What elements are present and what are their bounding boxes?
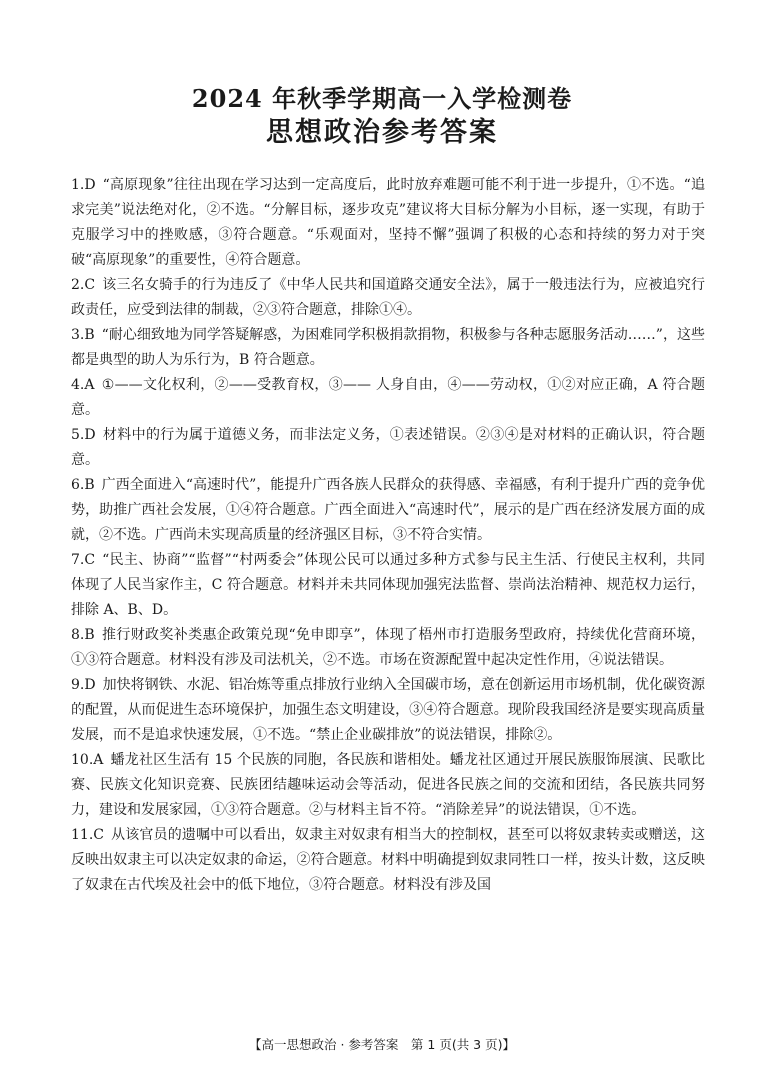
answer-explanation: “高原现象”往往出现在学习达到一定高度后，此时放弃难题可能不利于进一步提升，①不选。“追求完美”说法绝对化，②不选。“分解目标，逐步攻克”建议将大目标分解为小目标，逐一实现，有助于克服学习中的挫败感，③符合题意。“乐观面对，坚持不懈”强调了积极的心态和持续的努力对于突破“高原现象”的重要性，④符合题意。 bbox=[71, 177, 705, 268]
answer-item bbox=[71, 423, 705, 473]
answer-explanation: “民主、协商”“监督”“村两委会”体现公民可以通过多种方式参与民主生活、行使民主权利，共同体现了人民当家作主，C 符合题意。材料并未共同体现加强宪法监督、崇尚法治精神、规范权力运行，排除 A、B、D。 bbox=[71, 552, 705, 618]
answer-number: 5.D bbox=[71, 427, 96, 443]
answer-explanation: “耐心细致地为同学答疑解惑，为困难同学积极捐款捐物，积极参与各种志愿服务活动……”，这些都是典型的助人为乐行为，B 符合题意。 bbox=[71, 327, 705, 368]
answer-explanation: 材料中的行为属于道德义务，而非法定义务，①表述错误。②③④是对材料的正确认识，符合题意。 bbox=[71, 427, 705, 468]
page-footer: 【高一思想政治 · 参考答案 第 1 页(共 3 页)】 bbox=[249, 1037, 515, 1052]
answer-number: 7.C bbox=[71, 552, 96, 568]
answer-number: 8.B bbox=[71, 627, 95, 643]
answer-number: 1.D bbox=[71, 177, 96, 193]
answer-number: 9.D bbox=[71, 677, 96, 693]
page-title: 2024 年秋季学期高一入学检测卷 bbox=[191, 84, 573, 113]
answer-item bbox=[71, 673, 705, 748]
answer-explanation: 广西全面进入“高速时代”，能提升广西各族人民群众的获得感、幸福感，有利于提升广西的竞争优势，助推广西社会发展，①④符合题意。广西全面进入“高速时代”，展示的是广西在经济发展方面的成就，②不选。广西尚未实现高质量的经济强区目标，③不符合实情。 bbox=[71, 477, 705, 543]
answer-number: 2.C bbox=[71, 277, 96, 293]
page-subtitle: 思想政治参考答案 bbox=[266, 117, 498, 148]
answer-explanation: 蟠龙社区生活有 15 个民族的同胞，各民族和谐相处。蟠龙社区通过开展民族服饰展演、民歌比赛、民族文化知识竞赛、民族团结趣味运动会等活动，促进各民族之间的交流和团结，各民族共同努力，建设和发展家园，①③符合题意。②与材料主旨不符。“消除差异”的说法错误，①不选。 bbox=[71, 752, 705, 818]
answer-item bbox=[71, 823, 705, 898]
answer-explanation: ①——文化权利，②——受教育权，③—— 人身自由，④——劳动权，①②对应正确，A 符合题意。 bbox=[71, 377, 705, 418]
answer-item bbox=[71, 748, 705, 823]
answer-number: 10.A bbox=[71, 752, 104, 768]
answer-list bbox=[71, 173, 705, 898]
answer-explanation: 推行财政奖补类惠企政策兑现“免申即享”，体现了梧州市打造服务型政府，持续优化营商环境，①③符合题意。材料没有涉及司法机关，②不选。市场在资源配置中起决定性作用，④说法错误。 bbox=[71, 627, 705, 668]
answer-item bbox=[71, 623, 705, 673]
answer-item bbox=[71, 273, 705, 323]
answer-item bbox=[71, 473, 705, 548]
answer-explanation: 从该官员的遗嘱中可以看出，奴隶主对奴隶有相当大的控制权，甚至可以将奴隶转卖或赠送，这反映出奴隶主可以决定奴隶的命运，②符合题意。材料中明确提到奴隶同牲口一样，按头计数，这反映了奴隶在古代埃及社会中的低下地位，③符合题意。材料没有涉及国 bbox=[71, 827, 705, 893]
answer-number: 3.B bbox=[71, 327, 95, 343]
answer-item bbox=[71, 373, 705, 423]
answer-item bbox=[71, 173, 705, 273]
answer-explanation: 该三名女骑手的行为违反了《中华人民共和国道路交通安全法》，属于一般违法行为，应被追究行政责任，应受到法律的制裁，②③符合题意，排除①④。 bbox=[71, 277, 705, 318]
answer-number: 11.C bbox=[71, 827, 104, 843]
answer-item bbox=[71, 548, 705, 623]
answer-number: 4.A bbox=[71, 377, 95, 393]
answer-explanation: 加快将钢铁、水泥、铝冶炼等重点排放行业纳入全国碳市场，意在创新运用市场机制，优化碳资源的配置，从而促进生态环境保护，加强生态文明建设，③④符合题意。现阶段我国经济是要实现高质量发展，而不是追求快速发展，①不选。“禁止企业碳排放”的说法错误，排除②。 bbox=[71, 677, 705, 743]
answer-item bbox=[71, 323, 705, 373]
answer-number: 6.B bbox=[71, 477, 95, 493]
